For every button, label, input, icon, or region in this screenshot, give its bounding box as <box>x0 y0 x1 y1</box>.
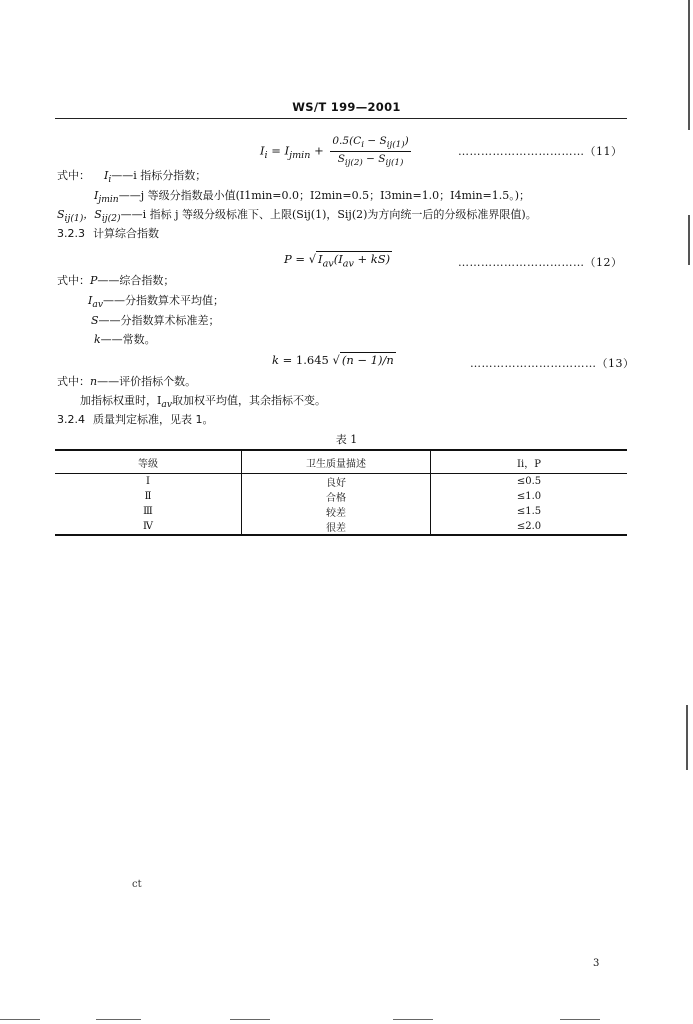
eq11-den-mid: − S <box>362 153 386 166</box>
table-row <box>55 519 627 535</box>
cell-index: ≤1.5 <box>431 504 628 519</box>
symbol-sij-sub2: ij(2) <box>101 213 121 225</box>
table-header-row <box>55 450 627 474</box>
eq11-lhs: I <box>260 143 265 158</box>
definition-sij: ——i 指标 j 等级分级标准下、上限(S <box>120 208 304 221</box>
weight-note-sub: av <box>161 399 172 411</box>
symbol-ii-sub: i <box>108 174 112 186</box>
symbol-ii: I <box>104 169 109 182</box>
where-clause-s <box>91 312 220 328</box>
where-label: 式中： <box>57 375 90 388</box>
section-title: 质量判定标准，见表 1。 <box>93 413 214 426</box>
eq11-den-sub2: ij(1) <box>385 158 404 169</box>
header-grade: 等级 <box>55 450 242 474</box>
definition-n: ——评价指标个数。 <box>97 375 197 388</box>
eq13-constant: = 1.645 <box>282 353 329 367</box>
eq11-num-sub1: i <box>361 140 365 151</box>
sqrt-symbol: √ <box>332 353 340 367</box>
where-clause-ijmin <box>94 187 530 205</box>
scan-dash <box>230 1019 270 1020</box>
page-number: 3 <box>593 958 600 969</box>
eq11-base-sub: jmin <box>289 149 311 161</box>
scan-dash <box>560 1019 600 1020</box>
cell-grade: Ⅱ <box>144 491 152 502</box>
where-label: 式中： <box>57 169 90 182</box>
symbol-s: S <box>91 314 99 327</box>
where-clause-ii <box>57 167 206 185</box>
equation-11 <box>260 135 411 168</box>
eq11-plus: + <box>314 143 324 158</box>
table-row <box>55 474 627 490</box>
eq11-denominator <box>330 152 410 168</box>
cell-description: 较差 <box>242 504 431 519</box>
cell-grade: Ⅰ <box>146 476 150 487</box>
eq11-num-sub2: ij(1) <box>386 140 405 151</box>
eq11-fraction <box>330 135 410 168</box>
header-description: 卫生质量描述 <box>242 450 431 474</box>
equation-13 <box>272 352 396 367</box>
symbol-n: n <box>90 375 98 388</box>
cell-grade: Ⅲ <box>143 506 153 517</box>
quality-table <box>55 449 627 536</box>
equation-12 <box>284 251 392 269</box>
section-3-2-3-heading <box>57 225 159 241</box>
where-clause-iav <box>88 292 224 310</box>
eq11-den-sub1: ij(2) <box>344 158 363 169</box>
eq13-lhs: k <box>272 353 279 367</box>
equation-11-number: ……………………………（11） <box>458 145 623 158</box>
eq12-radicand <box>316 251 392 269</box>
eq13-radicand: (n − 1)/n <box>341 353 394 367</box>
cell-index: ≤1.0 <box>431 489 628 504</box>
sqrt-symbol: √ <box>308 252 317 266</box>
scan-edge-line <box>686 705 688 770</box>
cell-description: 很差 <box>242 519 431 535</box>
section-title: 计算综合指数 <box>93 227 159 240</box>
definition-iav: ——分指数算术平均值； <box>103 294 224 307</box>
cell-grade: Ⅳ <box>143 521 153 532</box>
table-row <box>55 489 627 504</box>
definition-ii: ——i 指标分指数； <box>111 169 207 182</box>
symbol-k: k <box>94 333 101 346</box>
definition-ijmin-values: 1min=0.0；I2min=0.5；I3min=1.0；I4min=1.5。)； <box>244 189 531 202</box>
header-index: Ii，P <box>431 450 628 474</box>
eq12-a-sub: av <box>322 258 334 270</box>
eq12-lhs: P <box>284 252 292 266</box>
where-label: 式中： <box>57 274 90 287</box>
section-3-2-4-heading <box>57 411 214 427</box>
scan-dash <box>393 1019 433 1020</box>
where-clause-k <box>94 331 156 347</box>
definition-s: ——分指数算术标准差； <box>98 314 220 327</box>
eq11-equals: = <box>271 143 281 158</box>
symbol-sij: S <box>57 208 65 221</box>
definition-sij-tail: ij(1)，Sij(2)为方向统一后的分级标准界限值)。 <box>303 208 537 221</box>
eq11-lhs-sub: i <box>264 149 268 161</box>
where-clause-sij <box>57 206 537 224</box>
table-row <box>55 504 627 519</box>
table-caption: 表 1 <box>335 433 358 446</box>
eq11-num-end: ) <box>404 135 409 147</box>
weight-note <box>80 392 326 410</box>
eq11-num-a: 0.5(C <box>332 135 362 147</box>
symbol-ijmin-sub: jmin <box>98 194 119 206</box>
scan-edge-line <box>688 215 690 265</box>
scan-dash <box>96 1019 141 1020</box>
symbol-sij-sep: ，S <box>83 208 102 221</box>
equation-12-number: ……………………………（12） <box>458 256 623 269</box>
eq12-a: I <box>318 252 323 266</box>
scan-edge-line <box>688 0 690 130</box>
eq11-numerator <box>330 135 410 152</box>
eq12-b-sub: av <box>342 258 354 270</box>
eq12-b: (I <box>333 252 343 266</box>
scan-dash <box>0 1019 40 1020</box>
weight-note-text: 加指标权重时，I <box>80 394 162 407</box>
definition-p: ——综合指数； <box>97 274 175 287</box>
document-code-header: WS/T 199—2001 <box>292 100 401 114</box>
definition-ijmin: ——j 等级分指数最小值(I <box>118 189 245 202</box>
eq11-num-mid: − S <box>364 135 387 147</box>
cell-description: 良好 <box>242 474 431 490</box>
eq11-base: I <box>284 143 290 158</box>
where-clause-p <box>57 272 174 288</box>
eq12-equals: = <box>295 252 306 266</box>
where-clause-n <box>57 373 196 389</box>
symbol-sij-sub: ij(1) <box>64 213 84 225</box>
section-number: 3.2.4 <box>57 413 85 426</box>
eq12-c: + kS) <box>353 252 391 266</box>
weight-note-end: 取加权平均值，其余指标不变。 <box>172 394 326 407</box>
header-rule <box>55 118 627 119</box>
stray-mark: ct <box>132 879 142 890</box>
equation-13-number: ……………………………（13） <box>470 357 635 370</box>
symbol-iav: I <box>88 294 93 307</box>
cell-index: ≤2.0 <box>431 519 628 535</box>
section-number: 3.2.3 <box>57 227 85 240</box>
definition-k: ——常数。 <box>100 333 156 346</box>
symbol-p: P <box>90 274 98 287</box>
symbol-iav-sub: av <box>92 299 103 311</box>
cell-description: 合格 <box>242 489 431 504</box>
cell-index: ≤0.5 <box>431 474 628 490</box>
eq11-den-a: S <box>337 153 345 166</box>
symbol-ijmin: I <box>94 189 99 202</box>
